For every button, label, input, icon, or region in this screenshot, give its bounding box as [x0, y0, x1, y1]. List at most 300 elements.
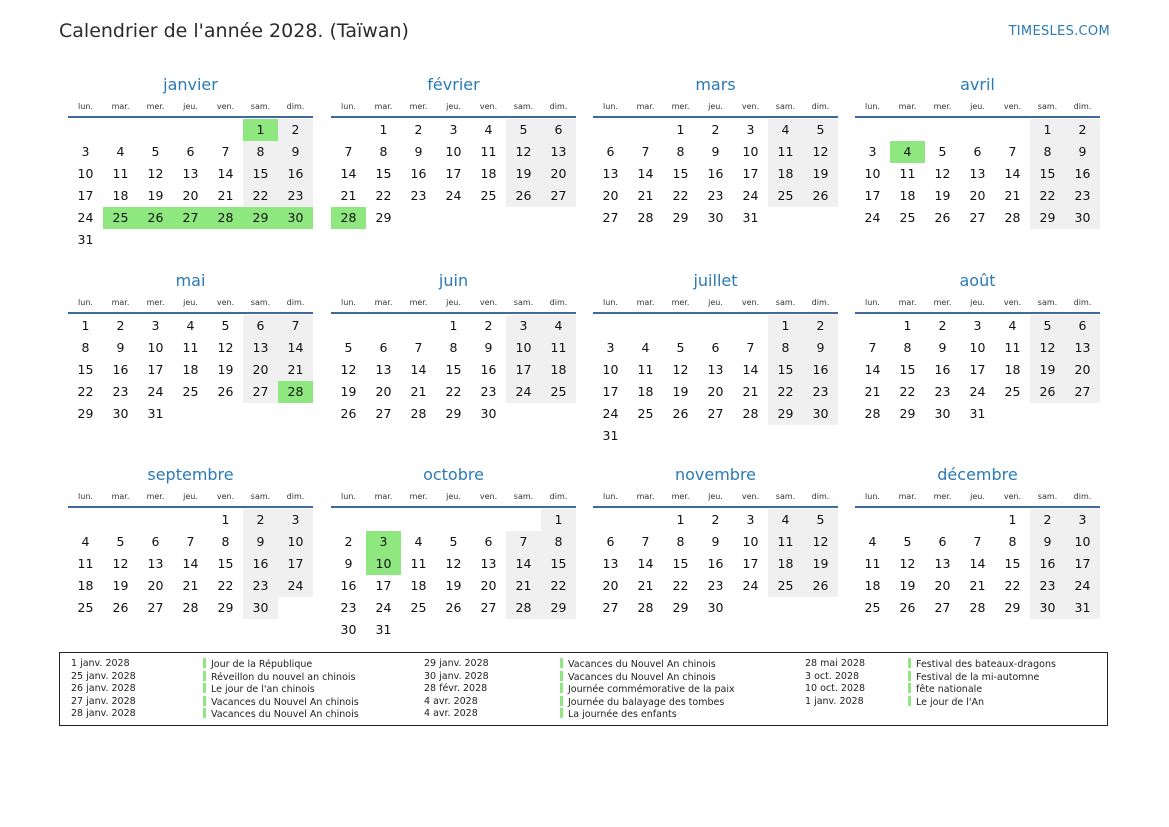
- day-cell: 24: [864, 210, 881, 225]
- day-cell: 11: [112, 166, 129, 181]
- weekday-label: mar.: [636, 298, 655, 307]
- day-cell: 4: [541, 315, 576, 337]
- month-6: [331, 270, 576, 425]
- day-cell: 3: [973, 318, 982, 333]
- holiday-day-cell: 25: [103, 207, 138, 229]
- day-cell: 30: [1065, 207, 1100, 229]
- day-grid: [593, 119, 838, 229]
- holiday-day-cell: 1: [243, 119, 278, 141]
- weekday-label: mer.: [409, 298, 428, 307]
- day-cell: 11: [864, 556, 881, 571]
- day-cell: 24: [375, 600, 392, 615]
- empty-cell: [628, 315, 663, 337]
- day-cell: 12: [1030, 337, 1065, 359]
- day-cell: 9: [414, 144, 423, 159]
- day-cell: 12: [803, 531, 838, 553]
- day-cell: 9: [116, 340, 125, 355]
- month-name: décembre: [937, 465, 1018, 484]
- weekday-label: ven.: [741, 102, 760, 111]
- day-cell: 17: [77, 188, 94, 203]
- day-cell: 24: [969, 384, 986, 399]
- day-cell: 7: [506, 531, 541, 553]
- day-cell: 12: [672, 362, 689, 377]
- weekday-header: [593, 490, 838, 508]
- day-cell: 11: [768, 531, 803, 553]
- day-cell: 27: [541, 185, 576, 207]
- holiday-date: 25 janv. 2028: [71, 670, 136, 682]
- holiday-marker: [560, 683, 563, 693]
- day-cell: 27: [375, 406, 392, 421]
- weekday-label: lun.: [865, 298, 880, 307]
- day-cell: 6: [484, 534, 493, 549]
- day-cell: 23: [1065, 185, 1100, 207]
- empty-cell: [208, 119, 243, 141]
- day-cell: 23: [707, 578, 724, 593]
- day-cell: 22: [1004, 578, 1021, 593]
- empty-cell: [68, 509, 103, 531]
- empty-cell: [925, 119, 960, 141]
- day-cell: 6: [379, 340, 388, 355]
- day-cell: 1: [541, 509, 576, 531]
- day-cell: 29: [375, 210, 392, 225]
- weekday-label: sam.: [775, 298, 796, 307]
- day-cell: 17: [147, 362, 164, 377]
- day-cell: 9: [484, 340, 493, 355]
- day-cell: 27: [934, 600, 951, 615]
- weekday-label: lun.: [78, 102, 93, 111]
- holiday-date: 4 avr. 2028: [424, 695, 478, 707]
- holiday-names-column: [203, 658, 359, 721]
- day-cell: 11: [77, 556, 94, 571]
- weekday-label: lun.: [78, 492, 93, 501]
- weekday-label: dim.: [1073, 298, 1092, 307]
- day-cell: 3: [81, 144, 90, 159]
- day-grid: [331, 315, 576, 425]
- day-cell: 30: [803, 403, 838, 425]
- day-cell: 18: [1004, 362, 1021, 377]
- day-cell: 21: [742, 384, 759, 399]
- holiday-dates-column: [424, 658, 489, 721]
- day-cell: 13: [182, 166, 199, 181]
- empty-cell: [960, 119, 995, 141]
- day-cell: 8: [1008, 534, 1017, 549]
- day-cell: 15: [217, 556, 234, 571]
- day-cell: 5: [221, 318, 230, 333]
- weekday-label: dim.: [286, 102, 305, 111]
- day-cell: 16: [278, 163, 313, 185]
- weekday-label: ven.: [1003, 298, 1022, 307]
- day-cell: 18: [410, 578, 427, 593]
- day-cell: 17: [602, 384, 619, 399]
- empty-cell: [103, 509, 138, 531]
- empty-cell: [401, 509, 436, 531]
- day-cell: 28: [637, 210, 654, 225]
- day-cell: 23: [480, 384, 497, 399]
- day-cell: 22: [217, 578, 234, 593]
- day-cell: 6: [938, 534, 947, 549]
- day-cell: 20: [707, 384, 724, 399]
- day-cell: 16: [707, 166, 724, 181]
- day-cell: 22: [445, 384, 462, 399]
- day-cell: 14: [410, 362, 427, 377]
- day-cell: 7: [344, 144, 353, 159]
- day-cell: 2: [414, 122, 423, 137]
- month-name: juin: [438, 271, 469, 290]
- day-cell: 9: [711, 534, 720, 549]
- day-cell: 16: [480, 362, 497, 377]
- day-cell: 27: [1065, 381, 1100, 403]
- day-cell: 10: [1065, 531, 1100, 553]
- day-cell: 31: [1065, 597, 1100, 619]
- day-cell: 24: [278, 575, 313, 597]
- day-cell: 27: [147, 600, 164, 615]
- holiday-name: Le jour de l'an chinois: [203, 683, 359, 696]
- day-cell: 22: [77, 384, 94, 399]
- day-cell: 3: [746, 512, 755, 527]
- day-cell: 28: [864, 406, 881, 421]
- weekday-header: [331, 296, 576, 314]
- day-cell: 1: [768, 315, 803, 337]
- day-cell: 29: [899, 406, 916, 421]
- day-cell: 12: [445, 556, 462, 571]
- empty-cell: [733, 315, 768, 337]
- weekday-label: lun.: [603, 492, 618, 501]
- weekday-label: jeu.: [708, 492, 723, 501]
- holiday-name: Vacances du Nouvel An chinois: [203, 708, 359, 721]
- day-cell: 3: [1065, 509, 1100, 531]
- weekday-label: jeu.: [183, 492, 198, 501]
- day-cell: 23: [934, 384, 951, 399]
- empty-cell: [995, 119, 1030, 141]
- day-cell: 20: [375, 384, 392, 399]
- holiday-dates-column: [71, 658, 136, 721]
- day-cell: 31: [969, 406, 986, 421]
- day-cell: 29: [1004, 600, 1021, 615]
- day-cell: 5: [151, 144, 160, 159]
- day-cell: 21: [864, 384, 881, 399]
- holiday-dates-column: [805, 658, 865, 708]
- day-cell: 9: [1030, 531, 1065, 553]
- weekday-label: dim.: [811, 102, 830, 111]
- day-cell: 21: [969, 578, 986, 593]
- day-cell: 2: [1065, 119, 1100, 141]
- empty-cell: [471, 509, 506, 531]
- month-8: [855, 270, 1100, 425]
- day-cell: 25: [480, 188, 497, 203]
- day-cell: 29: [672, 210, 689, 225]
- weekday-header: [68, 100, 313, 118]
- site-brand-link[interactable]: TIMESLES.COM: [1008, 24, 1110, 39]
- empty-cell: [628, 119, 663, 141]
- weekday-label: mer.: [671, 102, 690, 111]
- holiday-date: 3 oct. 2028: [805, 670, 860, 682]
- day-cell: 7: [1008, 144, 1017, 159]
- holiday-date: 30 janv. 2028: [424, 670, 489, 682]
- weekday-label: lun.: [341, 102, 356, 111]
- day-cell: 26: [1030, 381, 1065, 403]
- day-cell: 8: [541, 531, 576, 553]
- holiday-name: Journée du balayage des tombes: [560, 696, 735, 709]
- day-cell: 16: [340, 578, 357, 593]
- day-cell: 1: [1030, 119, 1065, 141]
- day-cell: 26: [803, 185, 838, 207]
- weekday-label: mer.: [671, 492, 690, 501]
- day-cell: 23: [707, 188, 724, 203]
- weekday-label: mar.: [636, 492, 655, 501]
- day-cell: 23: [1030, 575, 1065, 597]
- day-cell: 18: [77, 578, 94, 593]
- holiday-name: fête nationale: [908, 683, 1056, 696]
- holiday-date: 28 févr. 2028: [424, 683, 488, 694]
- day-cell: 29: [217, 600, 234, 615]
- day-grid: [331, 509, 576, 641]
- day-cell: 27: [969, 210, 986, 225]
- day-cell: 23: [243, 575, 278, 597]
- day-cell: 27: [602, 210, 619, 225]
- empty-cell: [663, 315, 698, 337]
- holiday-date: 28 janv. 2028: [71, 708, 136, 719]
- weekday-label: mar.: [111, 492, 130, 501]
- weekday-label: mer.: [146, 298, 165, 307]
- day-cell: 8: [768, 337, 803, 359]
- weekday-label: mar.: [374, 298, 393, 307]
- day-cell: 23: [410, 188, 427, 203]
- day-cell: 17: [278, 553, 313, 575]
- day-cell: 12: [803, 141, 838, 163]
- month-10: [331, 464, 576, 641]
- day-cell: 4: [484, 122, 493, 137]
- holiday-name: Festival des bateaux-dragons: [908, 658, 1056, 671]
- day-cell: 7: [278, 315, 313, 337]
- day-cell: 21: [1004, 188, 1021, 203]
- day-grid: [68, 119, 313, 251]
- day-cell: 14: [217, 166, 234, 181]
- weekday-label: jeu.: [446, 102, 461, 111]
- day-cell: 18: [480, 166, 497, 181]
- day-cell: 2: [803, 315, 838, 337]
- holiday-marker: [908, 671, 911, 681]
- day-cell: 2: [1030, 509, 1065, 531]
- day-cell: 18: [637, 384, 654, 399]
- holiday-marker: [203, 683, 206, 693]
- empty-cell: [890, 119, 925, 141]
- day-cell: 30: [1030, 597, 1065, 619]
- day-grid: [855, 119, 1100, 229]
- day-cell: 17: [742, 556, 759, 571]
- day-cell: 18: [768, 163, 803, 185]
- day-cell: 17: [506, 359, 541, 381]
- day-cell: 10: [506, 337, 541, 359]
- day-cell: 18: [112, 188, 129, 203]
- weekday-label: mar.: [374, 102, 393, 111]
- day-cell: 11: [899, 166, 916, 181]
- holiday-marker: [203, 696, 206, 706]
- month-name: mai: [175, 271, 206, 290]
- weekday-label: ven.: [216, 492, 235, 501]
- holiday-names-column: [908, 658, 1056, 708]
- weekday-label: ven.: [216, 298, 235, 307]
- day-cell: 6: [541, 119, 576, 141]
- day-cell: 24: [742, 188, 759, 203]
- weekday-label: ven.: [741, 298, 760, 307]
- day-cell: 10: [77, 166, 94, 181]
- day-cell: 13: [243, 337, 278, 359]
- empty-cell: [331, 119, 366, 141]
- day-cell: 11: [182, 340, 199, 355]
- empty-cell: [593, 509, 628, 531]
- day-cell: 25: [182, 384, 199, 399]
- holiday-name: Vacances du Nouvel An chinois: [560, 658, 735, 671]
- day-grid: [593, 315, 838, 447]
- weekday-label: mer.: [933, 102, 952, 111]
- day-cell: 1: [676, 122, 685, 137]
- day-cell: 31: [77, 232, 94, 247]
- day-cell: 10: [969, 340, 986, 355]
- holiday-marker: [203, 708, 206, 718]
- day-cell: 19: [506, 163, 541, 185]
- day-cell: 14: [340, 166, 357, 181]
- day-cell: 30: [480, 406, 497, 421]
- empty-cell: [436, 509, 471, 531]
- day-cell: 19: [147, 188, 164, 203]
- weekday-label: dim.: [811, 298, 830, 307]
- day-cell: 7: [746, 340, 755, 355]
- holiday-day-cell: 4: [890, 141, 925, 163]
- day-cell: 15: [243, 163, 278, 185]
- holiday-day-cell: 10: [366, 553, 401, 575]
- empty-cell: [925, 509, 960, 531]
- holiday-marker: [908, 658, 911, 668]
- empty-cell: [593, 315, 628, 337]
- weekday-header: [593, 100, 838, 118]
- day-cell: 10: [445, 144, 462, 159]
- day-cell: 19: [803, 163, 838, 185]
- day-cell: 12: [899, 556, 916, 571]
- holiday-name: Festival de la mi-automne: [908, 671, 1056, 684]
- day-cell: 18: [864, 578, 881, 593]
- day-cell: 28: [1004, 210, 1021, 225]
- holiday-legend: [59, 652, 1108, 726]
- day-cell: 15: [672, 166, 689, 181]
- day-cell: 6: [151, 534, 160, 549]
- day-cell: 14: [864, 362, 881, 377]
- day-cell: 30: [112, 406, 129, 421]
- day-cell: 20: [243, 359, 278, 381]
- day-cell: 13: [602, 166, 619, 181]
- day-cell: 31: [742, 210, 759, 225]
- day-cell: 10: [742, 534, 759, 549]
- day-cell: 8: [81, 340, 90, 355]
- day-cell: 2: [711, 122, 720, 137]
- day-cell: 17: [742, 166, 759, 181]
- day-cell: 31: [602, 428, 619, 443]
- day-cell: 25: [410, 600, 427, 615]
- day-cell: 27: [602, 600, 619, 615]
- day-cell: 6: [186, 144, 195, 159]
- weekday-label: dim.: [549, 492, 568, 501]
- day-cell: 31: [375, 622, 392, 637]
- day-cell: 25: [768, 185, 803, 207]
- day-cell: 28: [969, 600, 986, 615]
- weekday-label: sam.: [1037, 298, 1058, 307]
- day-cell: 5: [803, 509, 838, 531]
- holiday-date: 26 janv. 2028: [71, 683, 136, 694]
- day-cell: 18: [768, 553, 803, 575]
- holiday-marker: [203, 658, 206, 668]
- holiday-day-cell: 28: [331, 207, 366, 229]
- holiday-day-cell: 30: [278, 207, 313, 229]
- weekday-label: sam.: [250, 298, 271, 307]
- day-cell: 13: [602, 556, 619, 571]
- day-cell: 9: [243, 531, 278, 553]
- day-cell: 19: [340, 384, 357, 399]
- weekday-label: jeu.: [446, 492, 461, 501]
- weekday-label: lun.: [603, 102, 618, 111]
- weekday-label: sam.: [775, 102, 796, 111]
- day-cell: 6: [243, 315, 278, 337]
- month-name: août: [959, 271, 996, 290]
- day-grid: [855, 315, 1100, 425]
- day-cell: 29: [541, 597, 576, 619]
- day-cell: 9: [803, 337, 838, 359]
- weekday-label: ven.: [479, 102, 498, 111]
- day-cell: 23: [278, 185, 313, 207]
- holiday-marker: [560, 658, 563, 668]
- weekday-label: lun.: [341, 492, 356, 501]
- weekday-header: [331, 100, 576, 118]
- day-cell: 8: [449, 340, 458, 355]
- day-cell: 7: [414, 340, 423, 355]
- weekday-label: sam.: [513, 492, 534, 501]
- month-name: novembre: [674, 465, 757, 484]
- month-5: [68, 270, 313, 425]
- weekday-label: mer.: [933, 492, 952, 501]
- month-name: avril: [960, 75, 995, 94]
- weekday-label: dim.: [549, 102, 568, 111]
- day-cell: 9: [711, 144, 720, 159]
- day-cell: 17: [375, 578, 392, 593]
- day-cell: 14: [1004, 166, 1021, 181]
- day-cell: 27: [243, 381, 278, 403]
- month-name: septembre: [147, 465, 234, 484]
- weekday-label: lun.: [865, 492, 880, 501]
- month-4: [855, 74, 1100, 229]
- day-grid: [68, 315, 313, 425]
- day-cell: 13: [375, 362, 392, 377]
- day-cell: 18: [541, 359, 576, 381]
- day-cell: 26: [672, 406, 689, 421]
- day-cell: 26: [445, 600, 462, 615]
- weekday-label: lun.: [78, 298, 93, 307]
- day-cell: 20: [602, 188, 619, 203]
- day-cell: 28: [637, 600, 654, 615]
- holiday-names-column: [560, 658, 735, 721]
- weekday-header: [68, 296, 313, 314]
- day-cell: 5: [676, 340, 685, 355]
- weekday-label: mer.: [146, 492, 165, 501]
- day-cell: 10: [147, 340, 164, 355]
- day-cell: 21: [182, 578, 199, 593]
- day-cell: 26: [217, 384, 234, 399]
- day-cell: 13: [969, 166, 986, 181]
- day-cell: 7: [973, 534, 982, 549]
- day-cell: 29: [768, 403, 803, 425]
- day-cell: 20: [182, 188, 199, 203]
- day-cell: 29: [1030, 207, 1065, 229]
- day-cell: 29: [77, 406, 94, 421]
- day-cell: 14: [182, 556, 199, 571]
- day-cell: 20: [1065, 359, 1100, 381]
